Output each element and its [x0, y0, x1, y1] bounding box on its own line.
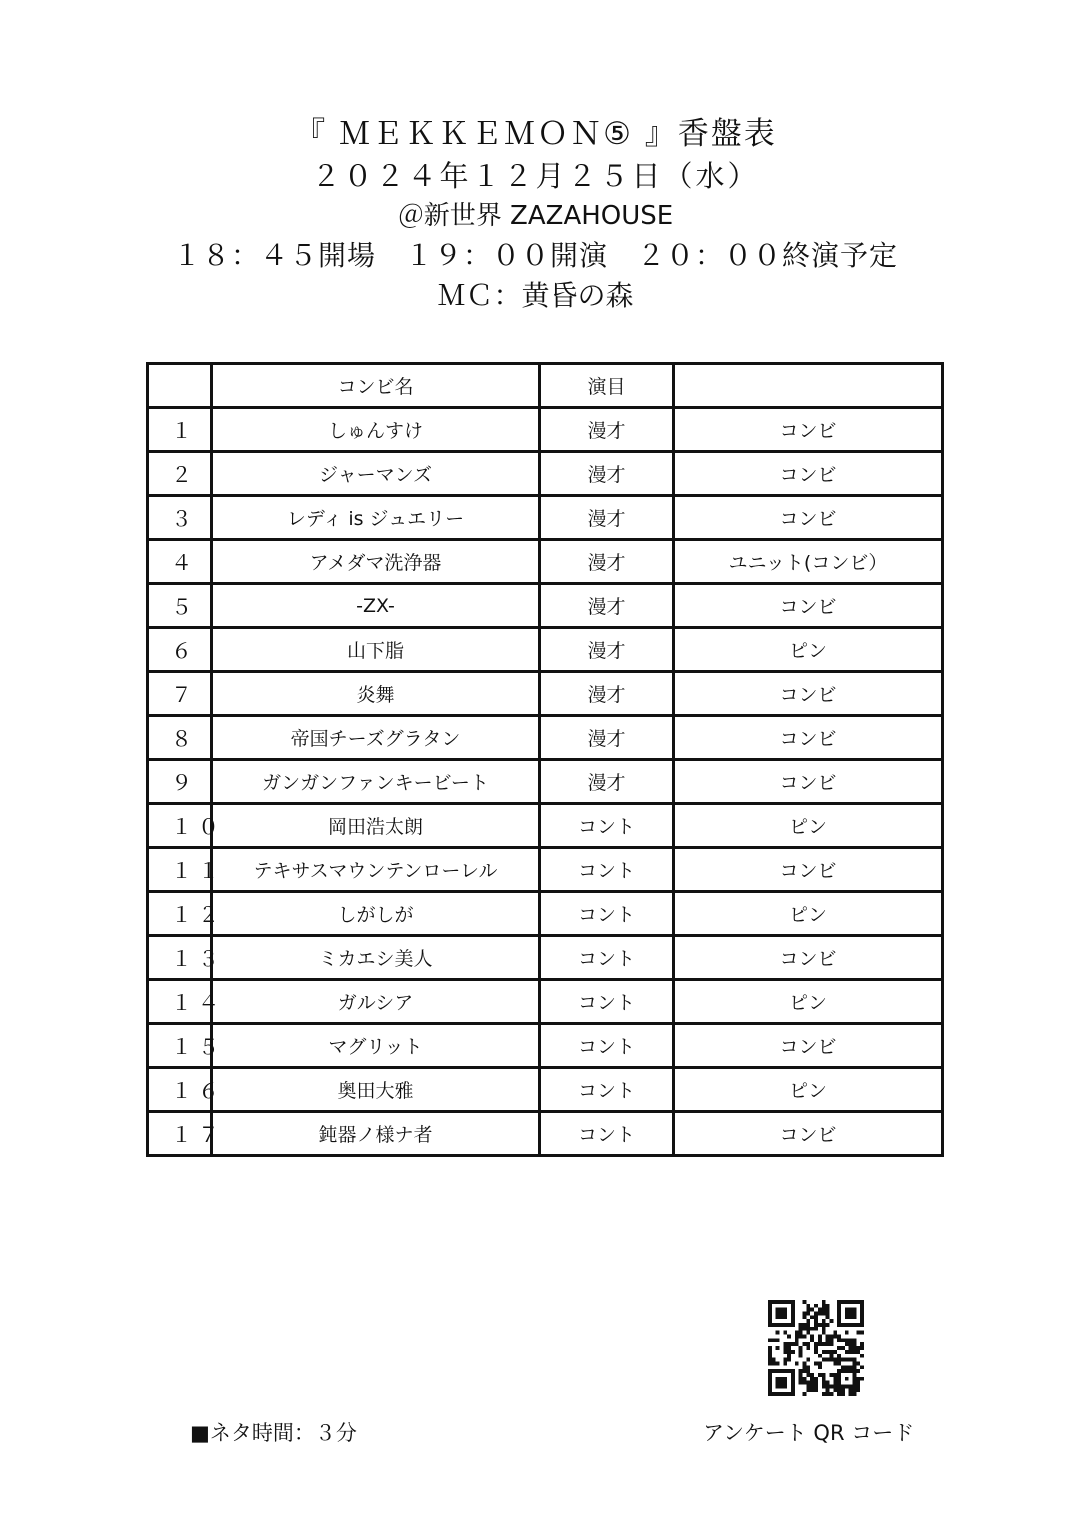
- cell-combi-name: 炎舞: [212, 672, 540, 716]
- cell-act: コント: [540, 892, 674, 936]
- cell-act: コント: [540, 1112, 674, 1156]
- cell-type: コンビ: [674, 716, 943, 760]
- cell-number: ５: [148, 584, 212, 628]
- table-row: [148, 980, 943, 1024]
- table-row: [148, 1112, 943, 1156]
- table-row: [148, 496, 943, 540]
- table-row: [148, 584, 943, 628]
- cell-type: ユニット(コンビ）: [674, 540, 943, 584]
- cell-combi-name: マグリット: [212, 1024, 540, 1068]
- cell-type: コンビ: [674, 452, 943, 496]
- cell-number: １５: [148, 1024, 212, 1068]
- cell-act: 漫才: [540, 760, 674, 804]
- table-header-row: [148, 364, 943, 408]
- cell-number: ２: [148, 452, 212, 496]
- cell-number: ８: [148, 716, 212, 760]
- table-row: [148, 408, 943, 452]
- cell-act: コント: [540, 1068, 674, 1112]
- cell-combi-name: アメダマ洗浄器: [212, 540, 540, 584]
- cell-number: ７: [148, 672, 212, 716]
- table-row: [148, 672, 943, 716]
- cell-type: ピン: [674, 628, 943, 672]
- lineup-body: [148, 408, 943, 1156]
- cell-type: コンビ: [674, 1112, 943, 1156]
- cell-act: 漫才: [540, 540, 674, 584]
- cell-combi-name: 鈍器ノ様ナ者: [212, 1112, 540, 1156]
- lineup-table: [146, 362, 944, 1157]
- cell-combi-name: 山下脂: [212, 628, 540, 672]
- cell-combi-name: しゅんすけ: [212, 408, 540, 452]
- cell-act: 漫才: [540, 496, 674, 540]
- cell-number: １３: [148, 936, 212, 980]
- header-type: [674, 364, 943, 408]
- cell-combi-name: -ZX-: [212, 584, 540, 628]
- cell-number: １２: [148, 892, 212, 936]
- neta-time-note: ■ネタ時間：３分: [190, 1421, 357, 1445]
- cell-act: コント: [540, 848, 674, 892]
- cell-type: コンビ: [674, 1024, 943, 1068]
- header-act: 演目: [540, 364, 674, 408]
- cell-number: ９: [148, 760, 212, 804]
- cell-combi-name: ガンガンファンキービート: [212, 760, 540, 804]
- cell-type: コンビ: [674, 760, 943, 804]
- qr-code-label: アンケート QR コード: [703, 1421, 915, 1445]
- table-row: [148, 936, 943, 980]
- table-row: [148, 892, 943, 936]
- cell-act: 漫才: [540, 452, 674, 496]
- event-schedule: １８：４５開場 １９：００開演 ２０：００終演予定: [172, 239, 898, 272]
- table-row: [148, 760, 943, 804]
- event-venue: ＠新世界 ZAZAHOUSE: [397, 201, 674, 231]
- cell-number: １１: [148, 848, 212, 892]
- event-date: ２０２４年１２月２５日（水）: [311, 159, 760, 193]
- table-row: [148, 628, 943, 672]
- table-row: [148, 540, 943, 584]
- cell-act: コント: [540, 980, 674, 1024]
- cell-type: ピン: [674, 980, 943, 1024]
- cell-number: １: [148, 408, 212, 452]
- cell-combi-name: 岡田浩太朗: [212, 804, 540, 848]
- cell-number: ６: [148, 628, 212, 672]
- table-row: [148, 452, 943, 496]
- cell-combi-name: レディ is ジュエリー: [212, 496, 540, 540]
- header-number: [148, 364, 212, 408]
- event-title: 『 ＭＥＫＫＥＭＯＮ⑤ 』香盤表: [294, 116, 777, 152]
- cell-type: コンビ: [674, 936, 943, 980]
- cell-number: １６: [148, 1068, 212, 1112]
- cell-combi-name: 帝国チーズグラタン: [212, 716, 540, 760]
- cell-act: 漫才: [540, 716, 674, 760]
- table-row: [148, 1024, 943, 1068]
- cell-act: 漫才: [540, 584, 674, 628]
- cell-type: ピン: [674, 1068, 943, 1112]
- cell-act: コント: [540, 936, 674, 980]
- cell-act: 漫才: [540, 672, 674, 716]
- table-row: [148, 804, 943, 848]
- cell-type: ピン: [674, 892, 943, 936]
- cell-combi-name: 奥田大雅: [212, 1068, 540, 1112]
- cell-number: １７: [148, 1112, 212, 1156]
- cell-combi-name: ジャーマンズ: [212, 452, 540, 496]
- cell-type: コンビ: [674, 672, 943, 716]
- cell-combi-name: テキサスマウンテンローレル: [212, 848, 540, 892]
- header-combi-name: コンビ名: [212, 364, 540, 408]
- cell-type: コンビ: [674, 848, 943, 892]
- cell-number: １４: [148, 980, 212, 1024]
- cell-type: コンビ: [674, 408, 943, 452]
- cell-act: 漫才: [540, 628, 674, 672]
- cell-combi-name: ガルシア: [212, 980, 540, 1024]
- table-row: [148, 848, 943, 892]
- cell-act: 漫才: [540, 408, 674, 452]
- event-header: [0, 112, 1071, 316]
- cell-type: コンビ: [674, 584, 943, 628]
- cell-type: ピン: [674, 804, 943, 848]
- cell-act: コント: [540, 1024, 674, 1068]
- cell-combi-name: しがしが: [212, 892, 540, 936]
- cell-number: ３: [148, 496, 212, 540]
- cell-act: コント: [540, 804, 674, 848]
- event-mc: ＭＣ：黄昏の森: [437, 279, 634, 312]
- qr-code-icon[interactable]: [768, 1300, 864, 1396]
- cell-combi-name: ミカエシ美人: [212, 936, 540, 980]
- cell-number: ４: [148, 540, 212, 584]
- table-row: [148, 1068, 943, 1112]
- cell-type: コンビ: [674, 496, 943, 540]
- table-row: [148, 716, 943, 760]
- cell-number: １０: [148, 804, 212, 848]
